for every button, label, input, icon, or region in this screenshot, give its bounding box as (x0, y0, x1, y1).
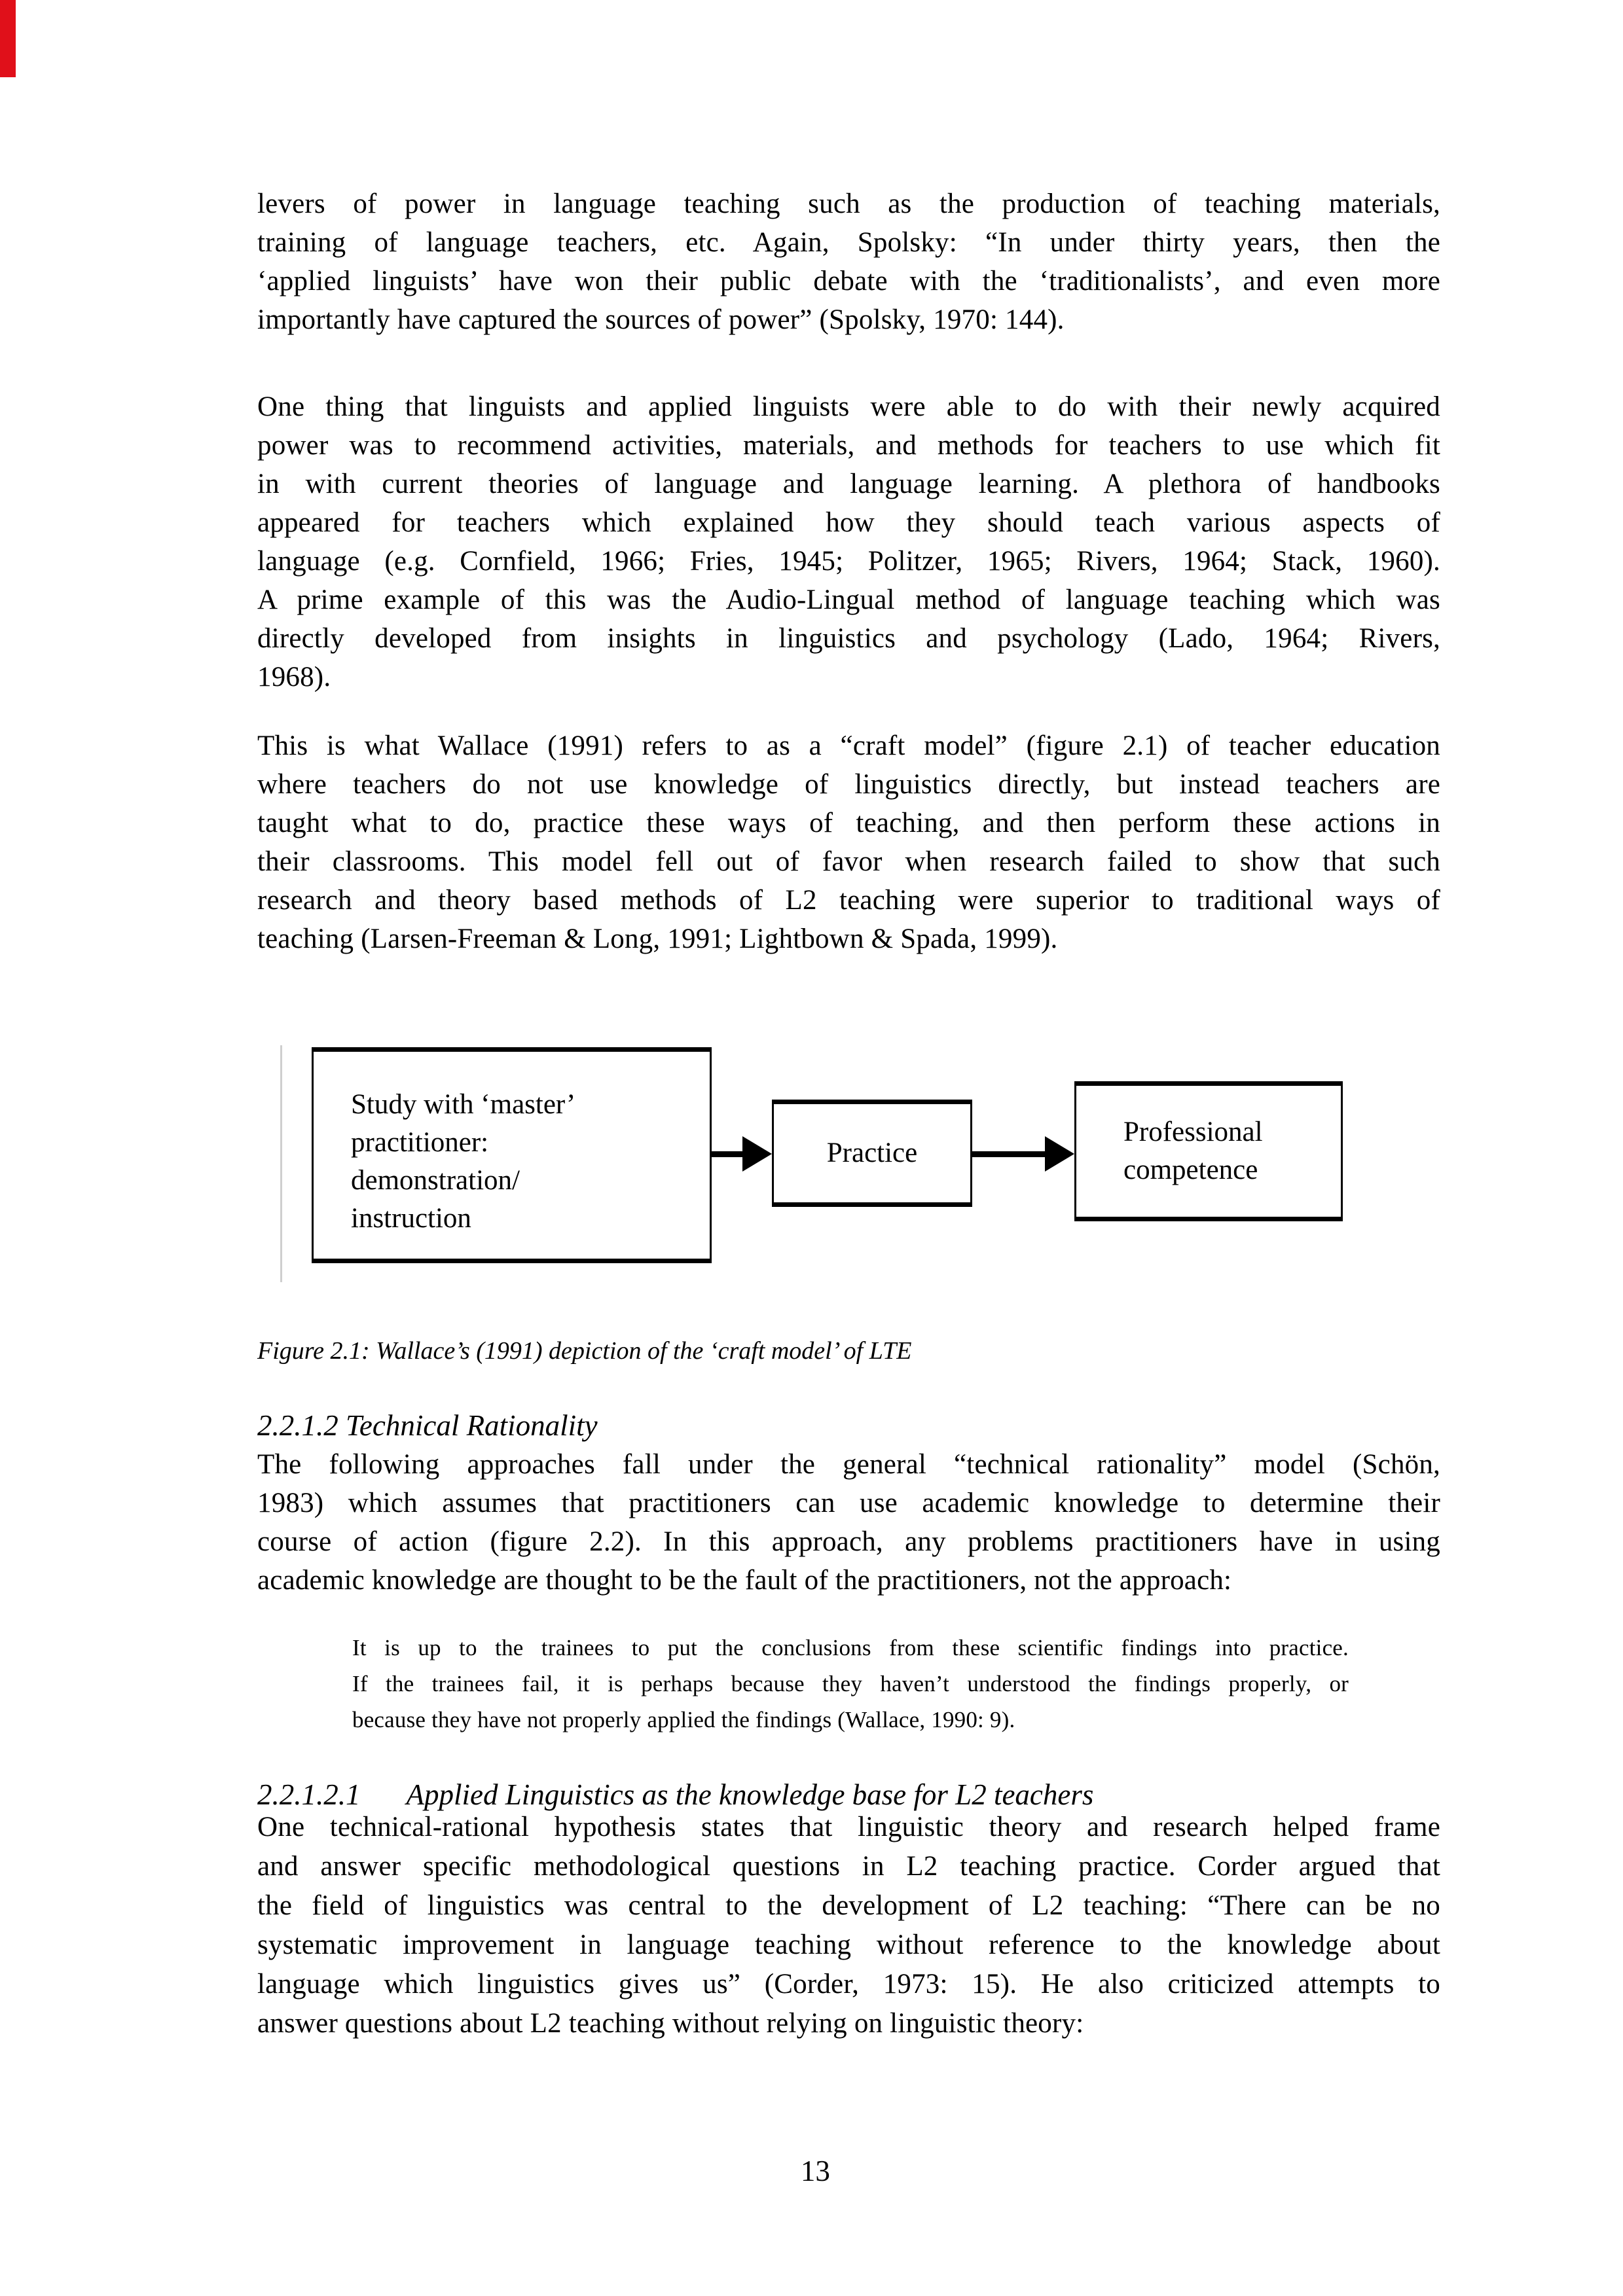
red-scan-artifact (0, 0, 16, 77)
scan-line-artifact (280, 1045, 282, 1282)
figure-box-practice-label: Practice (826, 1138, 918, 1168)
flow-arrow-right-icon (1045, 1136, 1074, 1172)
flow-arrow-line (710, 1151, 745, 1157)
figure-box-professional-competence: Professional competence (1074, 1081, 1343, 1221)
flow-arrow-right-icon (742, 1136, 772, 1172)
flow-arrow-line (972, 1151, 1048, 1157)
paragraph-spolsky-power: levers of power in language teaching such as the production of teaching materials, training of language teachers, etc. Again, Spolsky: “In under thirty years, then the ‘applied linguists’ have won their public debate with the ‘traditionalists’, and even more importantly have captured the sources of power” (Spolsky, 1970: 144). (257, 188, 1440, 335)
block-quote-wallace: It is up to the trainees to put the conclusions from these scientific findings into practice. If the trainees fail, it is perhaps because they haven’t understood the findings properly, or because they have not properly applied the findings (Wallace, 1990: 9). (352, 1635, 1349, 1732)
paragraph-handbooks: One thing that linguists and applied linguists were able to do with their newly acquired power was to recommend activities, materials, and methods for teachers to use which fit in with current theories of language and language learning. A plethora of handbooks appeared for teachers which explained how they should teach various aspects of language (e.g. Cornfield, 1966; Fries, 1945; Politzer, 1965; Rivers, 1964; Stack, 1960). A prime example of this was the Audio-Lingual method of language teaching which was directly developed from insights in linguistics and psychology (Lado, 1964; Rivers, 1968). (257, 391, 1440, 692)
section-number: 2.2.1.2.1 (257, 1778, 361, 1811)
figure-caption: Figure 2.1: Wallace’s (1991) depiction of the ‘craft model’ of LTE (257, 1337, 912, 1365)
paragraph-craft-model: This is what Wallace (1991) refers to as a “craft model” (figure 2.1) of teacher education where teachers do not use knowledge of linguistics directly, but instead teachers are taught what to do, practice these ways of teaching, and then perform these actions in their classrooms. This model fell out of favor when research failed to show that such research and theory based methods of L2 teaching were superior to traditional ways of teaching (Larsen-Freeman & Long, 1991; Lightbown & Spada, 1999). (257, 730, 1440, 954)
section-title: Applied Linguistics as the knowledge base for L2 teachers (406, 1778, 1094, 1811)
section-heading-technical-rationality: 2.2.1.2 Technical Rationality (257, 1409, 598, 1442)
paragraph-corder: One technical-rational hypothesis states that linguistic theory and research helped frame and answer specific methodological questions in L2 teaching practice. Corder argued that the field of linguistics was central to the development of L2 teaching: “There can be no systematic improvement in language teaching without reference to the knowledge about language which linguistics gives us” (Corder, 1973: 15). He also criticized attempts to answer questions about L2 teaching without relying on linguistic theory: (257, 1812, 1440, 2039)
figure-box-study-with-master: Study with ‘master’ practitioner: demonstration/ instruction (312, 1047, 712, 1263)
paragraph-technical-rationality: The following approaches fall under the general “technical rationality” model (Schön, 1983) which assumes that practitioners can use academic knowledge to determine their course of action (figure 2.2). In this approach, any problems practitioners have in using academic knowledge are thought to be the fault of the practitioners, not the approach: (257, 1449, 1440, 1596)
figure-box-practice (772, 1100, 972, 1207)
page-number: 13 (800, 2155, 830, 2187)
